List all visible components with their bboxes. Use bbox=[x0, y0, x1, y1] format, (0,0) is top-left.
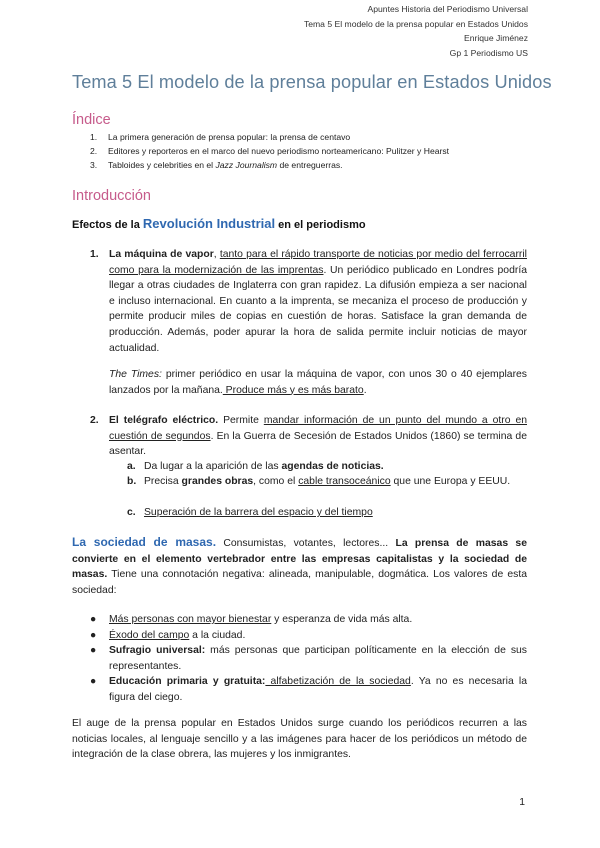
society-values-list bbox=[90, 612, 527, 706]
bullet-icon: ● bbox=[90, 676, 97, 688]
header-line-course: Apuntes Historia del Periodismo Universal bbox=[367, 4, 528, 14]
running-header bbox=[304, 2, 528, 60]
page-number: 1 bbox=[519, 797, 525, 808]
toc-item bbox=[90, 144, 449, 158]
list-item: ● Educación primaria y gratuita: alfabetización de la sociedad. Ya no es necesaria la figura del ciego. bbox=[90, 676, 527, 703]
toc-item-text: Editores y reporteros en el marco del nuevo periodismo norteamericano: Pulitzer y Hearst bbox=[108, 146, 450, 156]
sub-item-a: a. Da lugar a la aparición de las agendas de noticias. bbox=[127, 461, 384, 472]
closing-paragraph: El auge de la prensa popular en Estados Unidos surge cuando los periódicos recurren a las noticias locales, al lenguaje sencillo y a las imágenes para hacer de los periódicos un método de integración de la clase obrera, las mujeres y los inmigrantes. bbox=[72, 718, 527, 761]
list-item: ● Éxodo del campo a la ciudad. bbox=[90, 628, 527, 644]
toc-item-number: 3. bbox=[90, 160, 98, 170]
sub-item-b: b. Precisa grandes obras, como el cable transoceánico que une Europa y EEUU. bbox=[127, 476, 511, 487]
bullet-icon: ● bbox=[90, 645, 97, 657]
list-item-steam-engine: 1. La máquina de vapor, tanto para el rápido transporte de noticias por medio del ferrocarril como para la modernización de las imprentas. Un periódico publicado en Londres podría llegar a otras ciudades de Inglaterra con gran rapidez. La difusión empieza a ser nacional e incluso internacional. En cuanto a la imprenta, se mecaniza el proceso de producción y permite producir miles de copias en cuestión de horas. Satisface la gran demanda de producción. Además, poder apurar la hora de salida permite incluir noticias de mayor actualidad. bbox=[90, 249, 527, 354]
times-note: The Times: primer periódico en usar la máquina de vapor, con unos 30 o 40 ejemplares lanzados por la mañana. Produce más y es más barato. bbox=[109, 369, 528, 396]
toc-item-number: 1. bbox=[90, 132, 98, 142]
header-line-author: Enrique Jiménez bbox=[463, 33, 528, 44]
index-heading: Índice bbox=[72, 112, 111, 128]
effects-subheading: Efectos de la Revolución Industrial en el periodismo bbox=[72, 216, 366, 231]
toc-item-text: Tabloides y celebrities en el Jazz Journalism de entreguerras. bbox=[108, 160, 343, 170]
toc-item-text: La primera generación de prensa popular: la prensa de centavo bbox=[108, 132, 351, 142]
bullet-icon: ● bbox=[90, 614, 97, 625]
table-of-contents bbox=[90, 130, 449, 172]
toc-item bbox=[90, 130, 449, 144]
toc-item bbox=[90, 158, 449, 172]
document-title: Tema 5 El modelo de la prensa popular en Estados Unidos bbox=[72, 72, 552, 92]
mass-society-heading: La sociedad de masas. bbox=[72, 535, 217, 549]
mass-society-paragraph: La sociedad de masas. Consumistas, votantes, lectores... La prensa de masas se convierte en el elemento vertebrador entre las empresas capitalistas y la sociedad de masas. Tiene una connotación negativa: alineada, manipulable, dogmática. Los valores de esta sociedad: bbox=[72, 535, 527, 596]
toc-item-number: 2. bbox=[90, 146, 98, 156]
list-item: ● Más personas con mayor bienestar y esperanza de vida más alta. bbox=[90, 612, 527, 628]
list-item-telegraph: 2. El telégrafo eléctrico. Permite mandar información de un punto del mundo a otro en cuestión de segundos. En la Guerra de Secesión de Estados Unidos (1860) se termina de asentar. bbox=[90, 415, 527, 458]
header-line-topic: Tema 5 El modelo de la prensa popular en Estados Unidos bbox=[303, 18, 528, 29]
bullet-icon: ● bbox=[90, 629, 97, 641]
header-line-group: Gp 1 Periodismo US bbox=[449, 47, 528, 58]
sub-item-c: c. Superación de la barrera del espacio y del tiempo bbox=[127, 507, 373, 518]
intro-heading: Introducción bbox=[72, 188, 151, 204]
list-item: ● Sufragio universal: más personas que participan políticamente en la elección de sus representantes. bbox=[90, 645, 527, 672]
industrial-revolution-highlight: Revolución Industrial bbox=[142, 216, 276, 231]
